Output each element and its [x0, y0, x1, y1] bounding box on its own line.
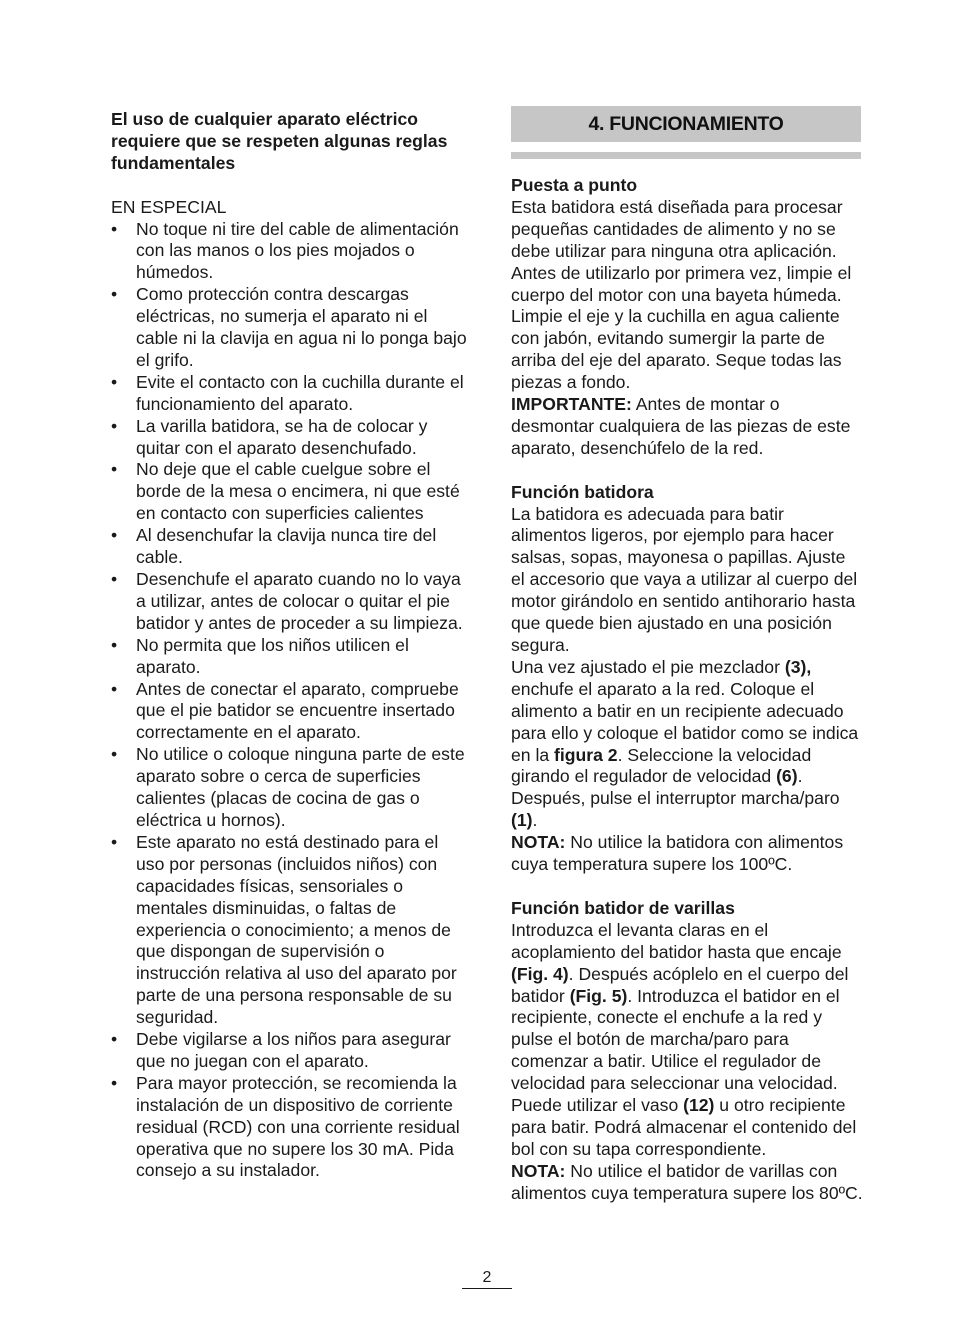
text-run: . Después acóplelo en el cuerpo del batidor — [511, 963, 849, 1006]
text-run: . Introduzca el batidor en el recipiente, conecte el enchufe a la red y pulse el botón de marcha/paro para comenzar a batir. Utilice el regulador de velocidad para seleccionar una velocidad. Puede utilizar el vaso — [511, 985, 840, 1116]
list-item: • La varilla batidora, se ha de colocar y quitar con el aparato desenchufado. — [111, 416, 471, 460]
list-item: • Este aparato no está destinado para el uso por personas (incluidos niños) con capacidades físicas, sensoriales o mentales disminuidas, o faltas de experiencia o conocimiento; a menos de que dispongan de supervisión o instrucción relativa al uso del aparato por parte de una persona responsable de su seguridad. — [111, 832, 471, 1029]
ref-1: (1) — [511, 810, 533, 831]
varillas-heading: Función batidor de varillas — [511, 897, 735, 918]
batidora-paragraph-1: La batidora es adecuada para batir alimentos ligeros, por ejemplo para hacer salsas, sopas, mayonesa o papillas. Ajuste el accesorio que vaya a utilizar al cuerpo del motor girándolo en sentido antihorario hasta que quede bien ajustado en una posición segura. — [511, 503, 858, 656]
especial-label: EN ESPECIAL — [111, 196, 227, 217]
list-item: • Al desenchufar la clavija nunca tire del cable. — [111, 525, 471, 569]
list-item: • No deje que el cable cuelgue sobre el borde de la mesa o encimera, ni que esté en contacto con superficies calientes — [111, 459, 471, 525]
list-item: • No permita que los niños utilicen el aparato. — [111, 635, 471, 679]
important-text: Antes de montar o desmontar cualquiera de las piezas de este aparato, desenchúfelo de la red. — [511, 394, 851, 458]
batidora-heading: Función batidora — [511, 481, 654, 502]
ref-fig-4: (Fig. 4) — [511, 963, 569, 984]
list-item: • Debe vigilarse a los niños para asegurar que no juegan con el aparato. — [111, 1029, 471, 1073]
note-text: No utilice el batidor de varillas con alimentos cuya temperatura supere los 80ºC. — [511, 1160, 863, 1203]
safety-list — [111, 219, 471, 1183]
list-item: • No toque ni tire del cable de alimentación con las manos o los pies mojados o húmedos. — [111, 219, 471, 285]
note-text: No utilice la batidora con alimentos cuya temperatura supere los 100ºC. — [511, 832, 844, 875]
page-number-underline — [462, 1288, 512, 1289]
text-run: . Después, pulse el interruptor marcha/paro — [511, 766, 840, 809]
page-number: 2 — [482, 1269, 492, 1286]
batidora-paragraph-2 — [511, 657, 863, 832]
text-run: enchufe el aparato a la red. Coloque el alimento a batir en un recipiente adecuado para ello y coloque el batidor como se indica en la — [511, 678, 859, 765]
varillas-paragraph — [511, 920, 863, 1161]
text-run: Una vez ajustado el pie mezclador — [511, 656, 785, 677]
note-label: NOTA: — [511, 1160, 566, 1181]
puesta-heading: Puesta a punto — [511, 175, 638, 195]
text-run: Introduzca el levanta claras en el acoplamiento del batidor hasta que encaje — [511, 919, 842, 962]
ref-figura-2: figura 2 — [554, 744, 618, 765]
list-item: • Evite el contacto con la cuchilla durante el funcionamiento del aparato. — [111, 372, 471, 416]
important-label: IMPORTANTE: — [511, 394, 632, 415]
list-item: • Antes de conectar el aparato, compruebe que el pie batidor se encuentre insertado correctamente en el aparato. — [111, 679, 471, 745]
text-run: . Seleccione la velocidad girando el regulador de velocidad — [511, 744, 812, 787]
varillas-note — [511, 1161, 863, 1205]
list-item: • No utilice o coloque ninguna parte de este aparato sobre o cerca de superficies calientes (placas de cocina de gas o eléctrica u hornos). — [111, 744, 471, 832]
list-item: • Desenchufe el aparato cuando no lo vaya a utilizar, antes de colocar o quitar el pie batidor y antes de proceder a su limpieza. — [111, 569, 471, 635]
text-run: . — [532, 810, 538, 831]
puesta-text: Esta batidora está diseñada para procesar pequeñas cantidades de alimento y no se debe utilizar para ninguna otra aplicación. Antes de utilizarlo por primera vez, limpie el cuerpo del motor con una bayeta húmeda. Limpie el eje y la cuchilla en agua caliente con jabón, evitando sumergir la parte de arriba del eje del aparato. Seque todas las piezas a fondo. — [511, 196, 852, 393]
batidora-note — [511, 832, 863, 876]
right-column — [511, 175, 863, 1205]
note-label: NOTA: — [511, 832, 566, 853]
section-title-banner — [511, 106, 861, 142]
puesta-paragraph — [511, 197, 863, 394]
ref-12: (12) — [683, 1095, 715, 1116]
safety-heading: El uso de cualquier aparato eléctrico requiere que se respeten algunas reglas fundamentales — [111, 109, 448, 173]
section-title: 4. FUNCIONAMIENTO — [588, 112, 784, 135]
list-item: • Como protección contra descargas eléctricas, no sumerja el aparato ni el cable ni la clavija en agua ni lo ponga bajo el grifo. — [111, 284, 471, 372]
left-column — [111, 109, 471, 1182]
ref-fig-5: (Fig. 5) — [569, 985, 628, 1006]
ref-6: (6) — [776, 766, 798, 787]
list-item: • Para mayor protección, se recomienda la instalación de un dispositivo de corriente residual (RCD) con una corriente residual operativa que no supere los 30 mA. Pida consejo a su instalador. — [111, 1073, 471, 1183]
text-run: u otro recipiente para batir. Podrá almacenar el contenido del bol con su tapa correspondiente. — [511, 1095, 857, 1159]
ref-3: (3), — [784, 656, 812, 677]
important-paragraph — [511, 394, 863, 460]
section-divider — [511, 152, 861, 159]
